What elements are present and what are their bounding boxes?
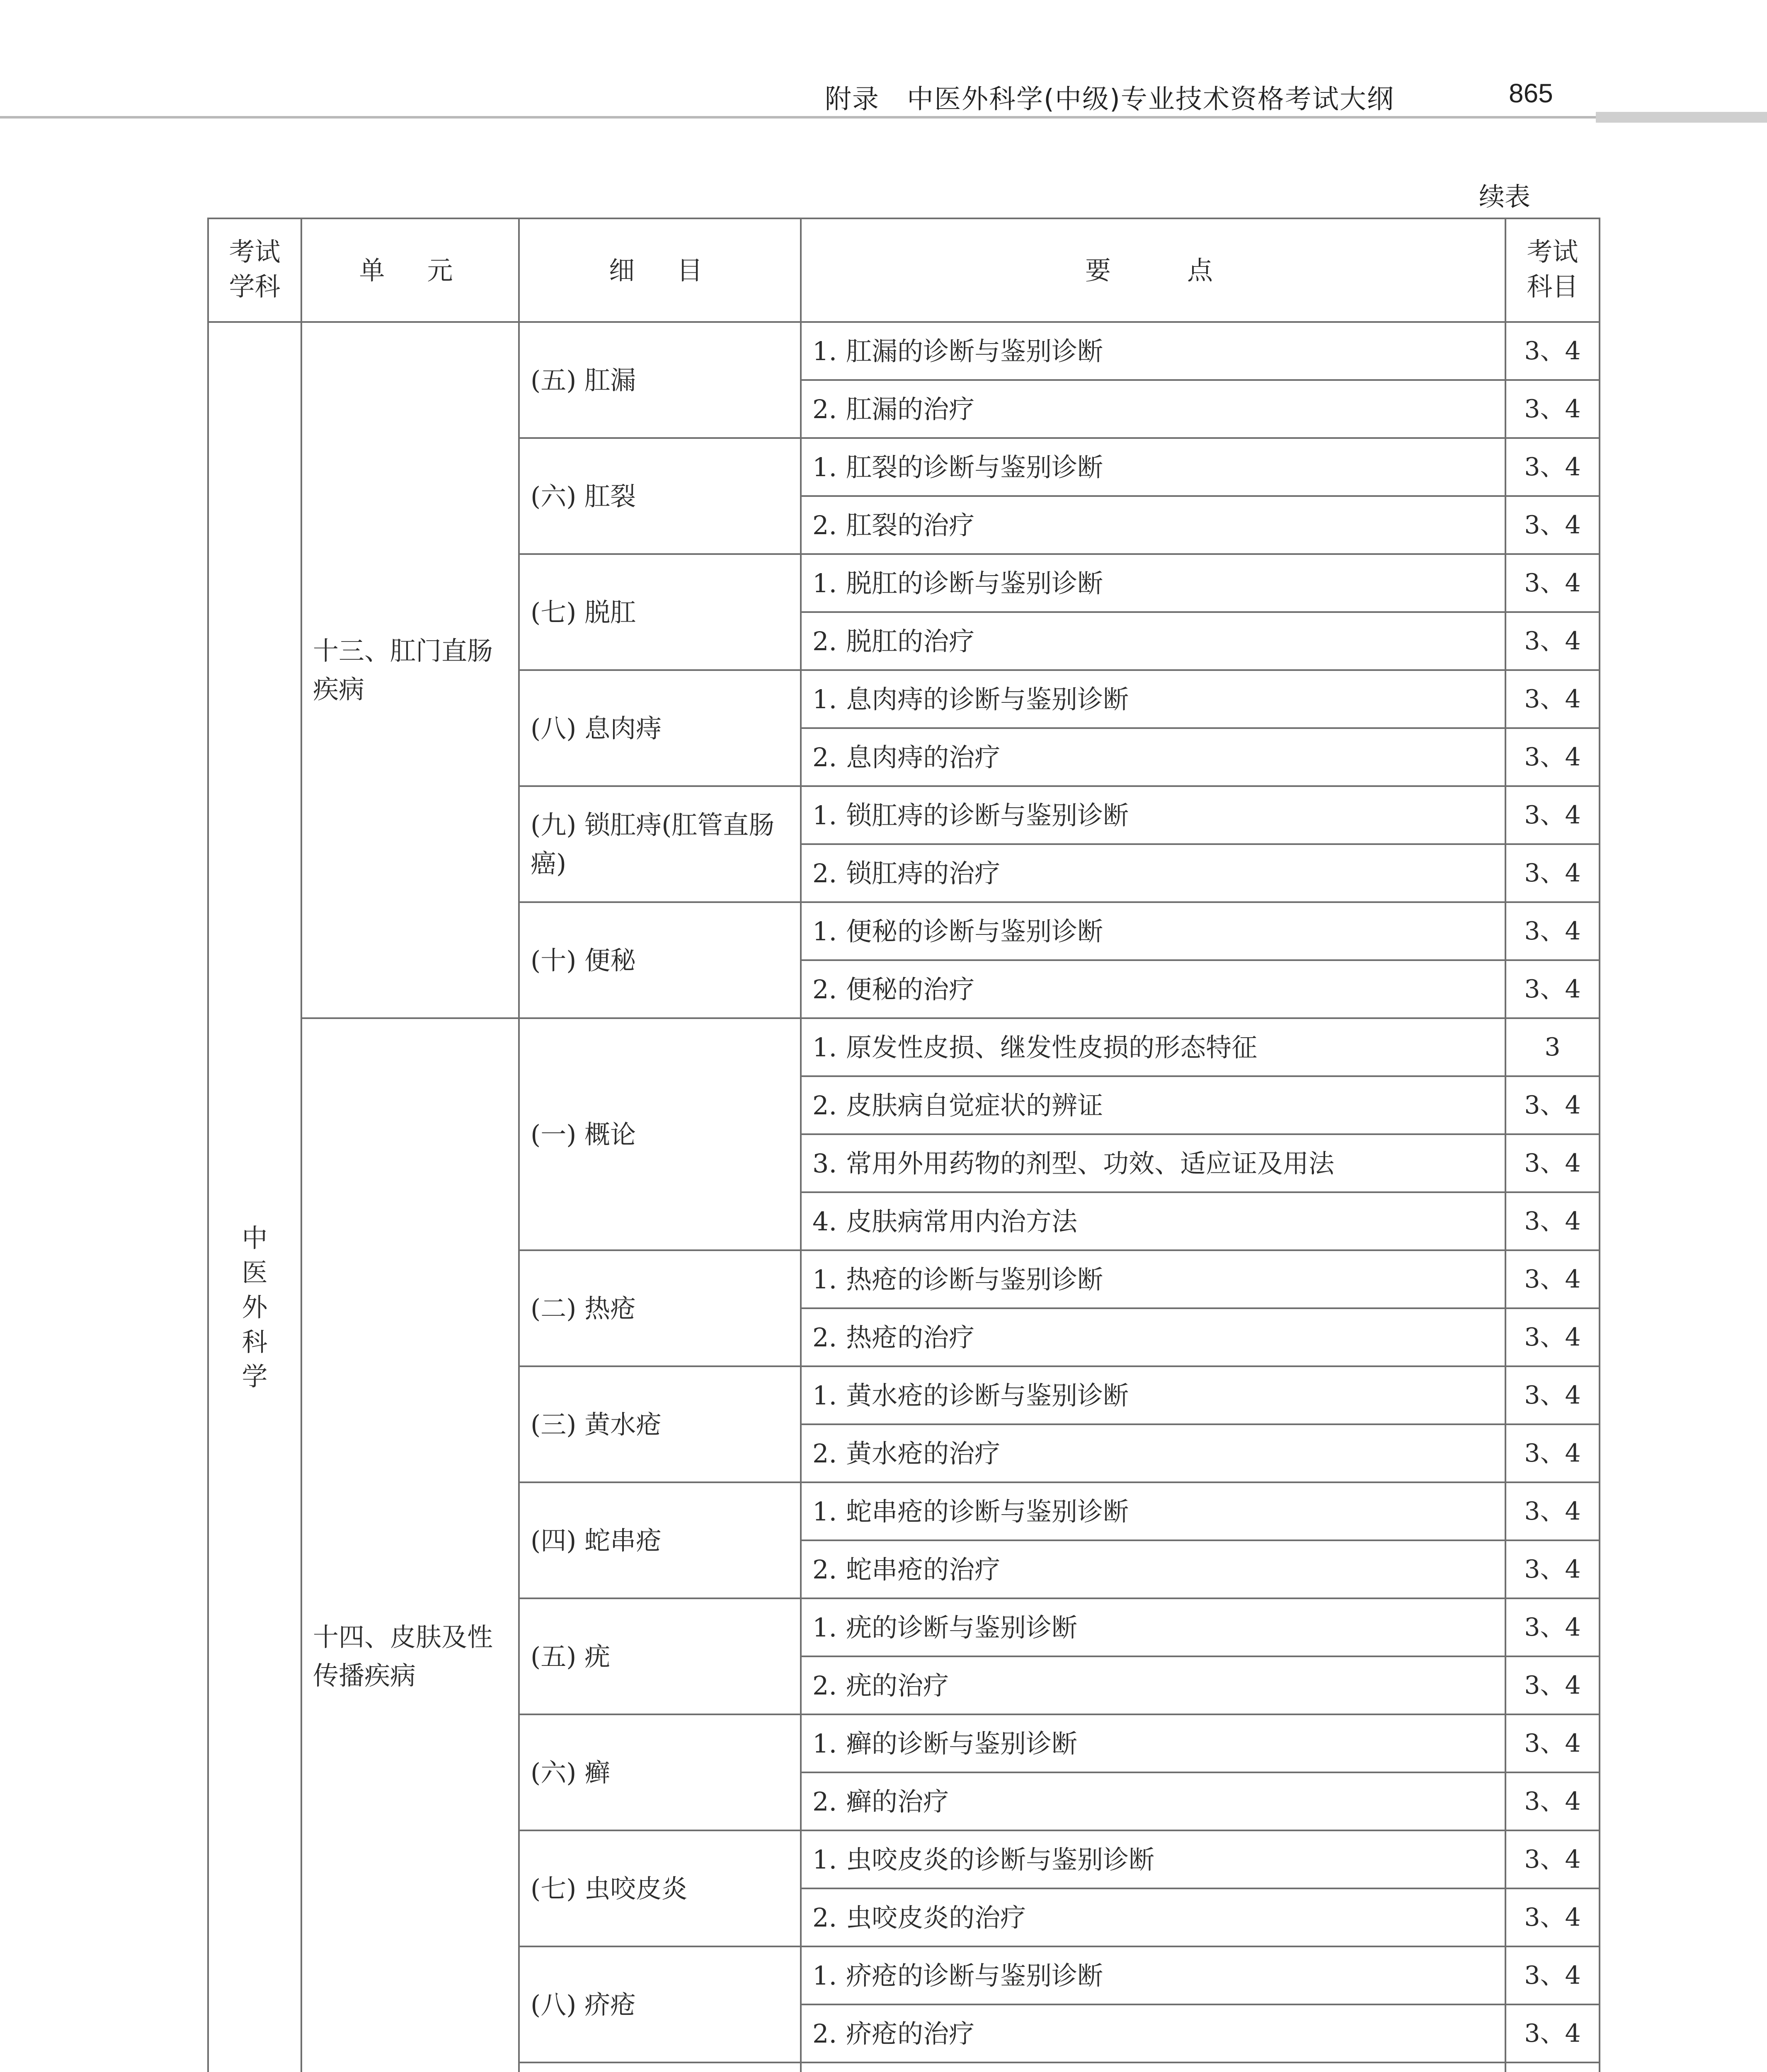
- item-cell: (二) 热疮: [519, 1250, 801, 1366]
- point-cell: [801, 612, 1505, 670]
- item-cell: (五) 疣: [519, 1598, 801, 1714]
- level-cell: 3、4: [1505, 1772, 1600, 1830]
- point-text: 蛇串疮的治疗: [846, 1554, 1001, 1585]
- point-cell: [801, 844, 1505, 902]
- point-text: 肛漏的治疗: [846, 394, 975, 424]
- level-cell: 3、4: [1505, 1946, 1600, 2004]
- column-header-level: 考试科目: [1505, 218, 1600, 322]
- point-text: 虫咬皮炎的诊断与鉴别诊断: [846, 1844, 1155, 1875]
- point-cell: [801, 2004, 1505, 2062]
- point-text: 常用外用药物的剂型、功效、适应证及用法: [846, 1148, 1335, 1179]
- level-cell: 3、4: [1505, 1424, 1600, 1482]
- point-cell: [801, 786, 1505, 844]
- point-cell: [801, 438, 1505, 496]
- level-cell: 3、4: [1505, 380, 1600, 438]
- point-number: 1.: [812, 1264, 837, 1295]
- column-header-item: 细 目: [519, 218, 801, 322]
- level-cell: 3、4: [1505, 1540, 1600, 1598]
- point-cell: [801, 1134, 1505, 1192]
- point-number: 2.: [812, 394, 837, 424]
- item-cell: (一) 概论: [519, 1018, 801, 1250]
- point-text: 肛漏的诊断与鉴别诊断: [846, 336, 1103, 366]
- point-cell: [801, 322, 1505, 380]
- point-text: 热疮的诊断与鉴别诊断: [846, 1264, 1103, 1295]
- point-number: 3.: [812, 1148, 837, 1179]
- level-cell: 3、4: [1505, 1830, 1600, 1888]
- point-number: 2.: [812, 510, 837, 540]
- level-cell: 3、4: [1505, 1134, 1600, 1192]
- level-cell: 3、4: [1505, 670, 1600, 728]
- header-rule-accent: [1596, 112, 1767, 123]
- item-cell: (八) 息肉痔: [519, 670, 801, 786]
- table-header-row: [208, 218, 1600, 322]
- point-number: 2.: [812, 1786, 837, 1817]
- point-cell: [801, 1018, 1505, 1076]
- item-cell: (七) 脱肛: [519, 554, 801, 670]
- level-cell: 3、4: [1505, 1714, 1600, 1772]
- point-text: 疥疮的诊断与鉴别诊断: [846, 1960, 1103, 1991]
- level-cell: 3、4: [1505, 1366, 1600, 1424]
- point-cell: [801, 1946, 1505, 2004]
- point-number: 2.: [812, 2018, 837, 2049]
- point-cell: [801, 1772, 1505, 1830]
- unit-cell: 十三、肛门直肠疾病: [301, 322, 519, 1018]
- level-cell: 3、4: [1505, 438, 1600, 496]
- level-cell: 3、4: [1505, 322, 1600, 380]
- level-cell: 3、4: [1505, 1308, 1600, 1366]
- subject-cell: 中医外科学: [208, 322, 301, 2072]
- table-body: [208, 322, 1600, 2072]
- point-cell: [801, 1192, 1505, 1250]
- point-cell: [801, 2062, 1505, 2072]
- point-number: 2.: [812, 1322, 837, 1353]
- point-number: 1.: [812, 1612, 837, 1643]
- point-cell: [801, 1250, 1505, 1308]
- point-number: 2.: [812, 858, 837, 888]
- point-cell: [801, 496, 1505, 554]
- unit-cell: 十四、皮肤及性传播疾病: [301, 1018, 519, 2072]
- point-text: 便秘的治疗: [846, 974, 975, 1005]
- point-number: 2.: [812, 1438, 837, 1469]
- level-cell: 3、4: [1505, 612, 1600, 670]
- point-cell: [801, 1308, 1505, 1366]
- level-cell: 3、4: [1505, 1888, 1600, 1946]
- point-number: 2.: [812, 626, 837, 656]
- point-number: 1.: [812, 1728, 837, 1759]
- item-cell: (六) 癣: [519, 1714, 801, 1830]
- level-cell: 3、4: [1505, 1656, 1600, 1714]
- point-text: 原发性皮损、继发性皮损的形态特征: [846, 1032, 1258, 1063]
- point-text: 热疮的治疗: [846, 1322, 975, 1353]
- running-header: [0, 70, 1767, 124]
- point-cell: [801, 670, 1505, 728]
- level-cell: 3、4: [1505, 960, 1600, 1018]
- point-text: 黄水疮的诊断与鉴别诊断: [846, 1380, 1129, 1411]
- point-cell: [801, 1482, 1505, 1540]
- point-text: 肛裂的治疗: [846, 510, 975, 540]
- point-number: 1.: [812, 916, 837, 946]
- point-number: 2.: [812, 1902, 837, 1933]
- point-text: 疣的治疗: [846, 1670, 949, 1701]
- point-text: 脱肛的治疗: [846, 626, 975, 656]
- level-cell: 3、4: [1505, 1192, 1600, 1250]
- point-text: 肛裂的诊断与鉴别诊断: [846, 452, 1103, 482]
- point-text: 息肉痔的诊断与鉴别诊断: [846, 684, 1129, 714]
- point-cell: [801, 1076, 1505, 1134]
- point-number: 4.: [812, 1206, 837, 1237]
- point-cell: [801, 1830, 1505, 1888]
- header-rule: [0, 116, 1596, 119]
- point-text: 便秘的诊断与鉴别诊断: [846, 916, 1103, 946]
- item-cell: (十) 便秘: [519, 902, 801, 1018]
- point-text: 锁肛痔的诊断与鉴别诊断: [846, 800, 1129, 830]
- point-number: 2.: [812, 1670, 837, 1701]
- column-header-points: 要 点: [801, 218, 1505, 322]
- point-cell: [801, 1540, 1505, 1598]
- point-cell: [801, 1424, 1505, 1482]
- point-number: 1.: [812, 1380, 837, 1411]
- point-text: 疣的诊断与鉴别诊断: [846, 1612, 1078, 1643]
- level-cell: 3、4: [1505, 496, 1600, 554]
- point-text: 皮肤病自觉症状的辨证: [846, 1090, 1103, 1121]
- level-cell: 3、4: [1505, 728, 1600, 786]
- point-text: 皮肤病常用内治方法: [846, 1206, 1078, 1237]
- column-header-subject: 考试学科: [208, 218, 301, 322]
- point-number: 1.: [812, 568, 837, 598]
- point-text: 黄水疮的治疗: [846, 1438, 1001, 1469]
- point-number: 1.: [812, 1844, 837, 1875]
- point-cell: [801, 1656, 1505, 1714]
- item-cell: (三) 黄水疮: [519, 1366, 801, 1482]
- point-number: 1.: [812, 1960, 837, 1991]
- item-cell: (五) 肛漏: [519, 322, 801, 438]
- point-text: 蛇串疮的诊断与鉴别诊断: [846, 1496, 1129, 1527]
- level-cell: 3、4: [1505, 1250, 1600, 1308]
- point-cell: [801, 554, 1505, 612]
- point-text: 虫咬皮炎的治疗: [846, 1902, 1026, 1933]
- point-number: 2.: [812, 742, 837, 772]
- point-cell: [801, 1888, 1505, 1946]
- item-cell: (八) 疥疮: [519, 1946, 801, 2062]
- level-cell: 3、4: [1505, 902, 1600, 960]
- item-cell: (六) 肛裂: [519, 438, 801, 554]
- level-cell: 3、4: [1505, 786, 1600, 844]
- point-text: 脱肛的诊断与鉴别诊断: [846, 568, 1103, 598]
- item-cell: (七) 虫咬皮炎: [519, 1830, 801, 1946]
- point-number: 1.: [812, 684, 837, 714]
- level-cell: 3、4: [1505, 554, 1600, 612]
- point-cell: [801, 1714, 1505, 1772]
- point-number: 1.: [812, 1032, 837, 1063]
- point-number: 2.: [812, 974, 837, 1005]
- level-cell: [1505, 2062, 1600, 2072]
- table-row: [208, 322, 1600, 380]
- header-title: 附录 中医外科学(中级)专业技术资格考试大纲: [825, 84, 1394, 115]
- point-cell: [801, 1366, 1505, 1424]
- point-text: 癣的诊断与鉴别诊断: [846, 1728, 1078, 1759]
- syllabus-table: [207, 218, 1600, 2072]
- item-cell: (四) 蛇串疮: [519, 1482, 801, 1598]
- level-cell: 3、4: [1505, 1598, 1600, 1656]
- point-number: 2.: [812, 1090, 837, 1121]
- table-row: [208, 1018, 1600, 1076]
- page-number: 865: [1509, 78, 1553, 108]
- continued-label: 续表: [1479, 182, 1531, 212]
- point-cell: [801, 1598, 1505, 1656]
- point-cell: [801, 960, 1505, 1018]
- point-number: 1.: [812, 1496, 837, 1527]
- point-text: 息肉痔的治疗: [846, 742, 1001, 772]
- point-number: 1.: [812, 452, 837, 482]
- point-number: 2.: [812, 1554, 837, 1585]
- level-cell: 3、4: [1505, 2004, 1600, 2062]
- point-number: 1.: [812, 800, 837, 830]
- point-cell: [801, 728, 1505, 786]
- level-cell: 3、4: [1505, 1482, 1600, 1540]
- point-text: 癣的治疗: [846, 1786, 949, 1817]
- level-cell: 3、4: [1505, 844, 1600, 902]
- level-cell: 3、4: [1505, 1076, 1600, 1134]
- point-text: 疥疮的治疗: [846, 2018, 975, 2049]
- point-cell: [801, 380, 1505, 438]
- point-text: 锁肛痔的治疗: [846, 858, 1001, 888]
- point-cell: [801, 902, 1505, 960]
- item-cell: [519, 2062, 801, 2072]
- level-cell: 3: [1505, 1018, 1600, 1076]
- point-number: 1.: [812, 336, 837, 366]
- column-header-unit: 单 元: [301, 218, 519, 322]
- item-cell: (九) 锁肛痔(肛管直肠癌): [519, 786, 801, 902]
